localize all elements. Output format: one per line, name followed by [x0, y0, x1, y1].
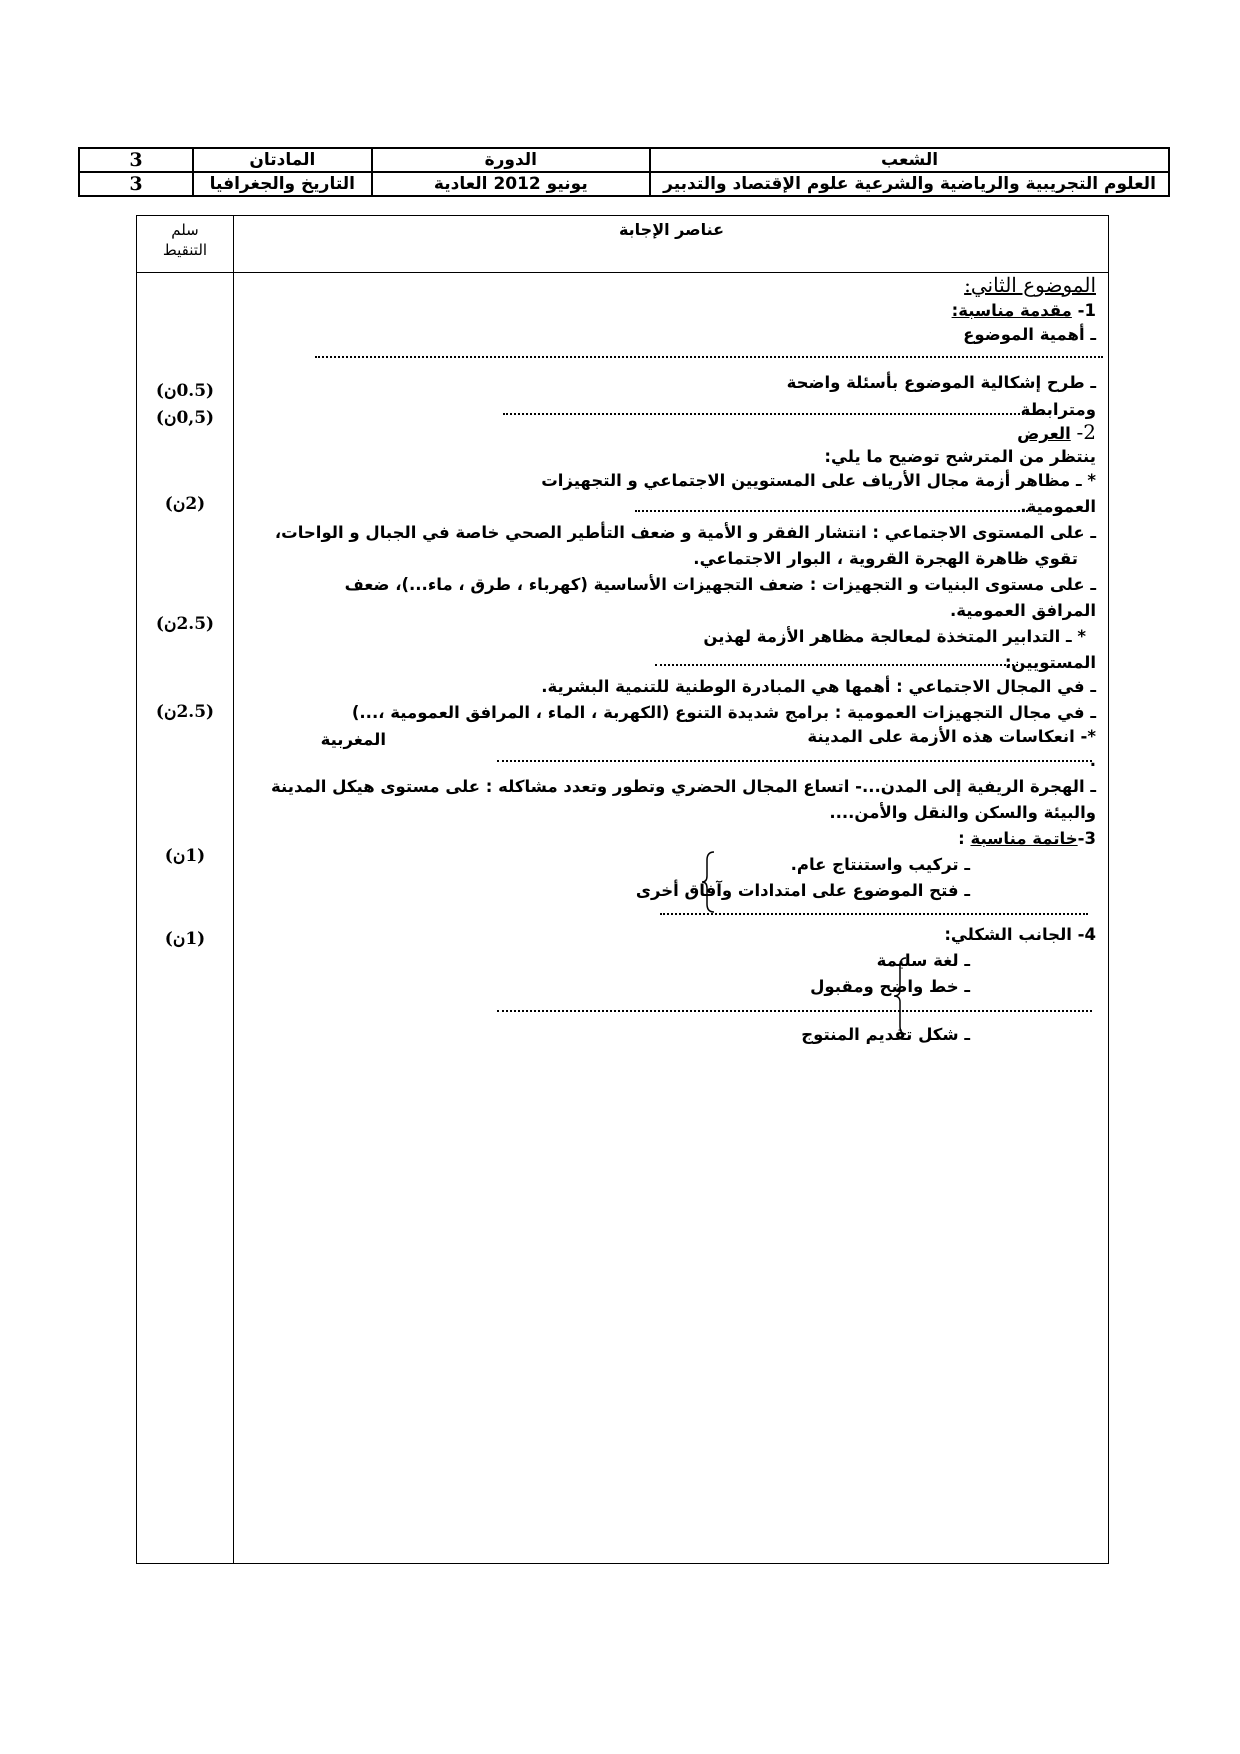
- header-session-label: الدورة: [372, 148, 651, 172]
- score-conclusion: (1ن): [164, 929, 206, 949]
- score-body-2: (2.5ن): [155, 614, 215, 634]
- header-session-value: يونيو 2012 العادية: [372, 172, 651, 196]
- body-item-6: ـ في مجال التجهيزات العمومية : برامج شديدة التنوع (الكهربة ، الماء ، المرافق العمومية ،...): [351, 703, 1096, 722]
- dotted-line: [497, 1010, 1092, 1012]
- dotted-line: [660, 913, 1088, 915]
- answer-elements-heading: عناصر الإجابة: [618, 220, 725, 239]
- dotted-line: [497, 760, 1092, 762]
- body-item-5: ـ في المجال الاجتماعي : أهمها هي المبادرة الوطنية للتنمية البشرية.: [541, 677, 1096, 696]
- dotted-line: [315, 356, 1103, 358]
- scale-heading: [137, 220, 233, 260]
- intro-title: مقدمة مناسبة:: [951, 301, 1072, 320]
- body-item-4-cont: المستويين:: [1004, 653, 1096, 672]
- body-title: العرض: [1017, 424, 1071, 443]
- score-intro-1: (0.5ن): [155, 381, 215, 401]
- header-subjects-label: المادتان: [193, 148, 371, 172]
- answer-content: [235, 274, 1108, 1563]
- header-branches-value: العلوم التجريبية والرياضية والشرعية علوم الإقتصاد والتدبير: [650, 172, 1169, 196]
- body-item-8-cont: والبيئة والسكن والنقل والأمن....: [829, 803, 1096, 822]
- conclusion-item-2: ـ فتح الموضوع على امتدادات وآفاق أخرى: [635, 881, 970, 900]
- score-intro-2: (0,5ن): [155, 408, 215, 428]
- body-item-7: *- انعكاسات هذه الأزمة على المدينة: [807, 727, 1096, 746]
- body-item-8: ـ الهجرة الريفية إلى المدن...- اتساع المجال الحضري وتطور وتعدد مشاكله : على مستوى هيكل المدينة: [271, 777, 1096, 796]
- body-item-2: ـ على المستوى الاجتماعي : انتشار الفقر و الأمية و ضعف التأطير الصحي خاصة في الجبال و الواحات،: [274, 523, 1096, 542]
- body-expectation: ينتظر من المترشح توضيح ما يلي:: [824, 447, 1096, 466]
- header-values-row: [79, 172, 1169, 196]
- header-labels-row: [79, 148, 1169, 172]
- header-subjects-value: التاريخ والجغرافيا: [193, 172, 371, 196]
- body-item-1: * ـ مظاهر أزمة مجال الأرياف على المستويين الاجتماعي و التجهيزات: [541, 471, 1096, 490]
- column-divider: [233, 216, 234, 1563]
- intro-number: 1-: [1077, 301, 1096, 320]
- score-body-4: (1ن): [164, 846, 206, 866]
- conclusion-brace: [700, 850, 716, 914]
- intro-item-1: ـ أهمية الموضوع: [963, 325, 1096, 344]
- body-item-7-dot: .: [1089, 751, 1096, 770]
- conclusion-heading: [958, 828, 1096, 850]
- intro-heading: [952, 300, 1096, 322]
- scale-heading-line2: التنقيط: [162, 241, 208, 259]
- header-page-label: 3: [79, 148, 193, 172]
- conclusion-title: خاتمة مناسبة: [970, 829, 1078, 848]
- intro-item-2: ـ طرح إشكالية الموضوع بأسئلة واضحة: [786, 373, 1096, 392]
- form-item-2: ـ خط واضح ومقبول: [810, 977, 970, 996]
- body-item-3: ـ على مستوى البنيات و التجهيزات : ضعف التجهيزات الأساسية (كهرباء ، طرق ، ماء...)، ضعف: [344, 575, 1096, 594]
- dotted-line: [503, 413, 1048, 415]
- form-heading: 4- الجانب الشكلي:: [944, 925, 1096, 944]
- body-item-7-cont: المغربية: [320, 730, 386, 749]
- form-item-1: ـ لغة سليمة: [876, 951, 970, 970]
- topic-title: الموضوع الثاني:: [964, 273, 1096, 297]
- score-body-1: (2ن): [164, 494, 206, 514]
- body-heading: [1017, 421, 1096, 445]
- score-body-3: (2.5ن): [155, 702, 215, 722]
- header-branches-label: الشعب: [650, 148, 1169, 172]
- dotted-line: [635, 510, 1028, 512]
- intro-item-2-cont: ومترابطة: [1020, 400, 1096, 419]
- body-number: 2-: [1076, 420, 1096, 444]
- body-item-3-cont: المرافق العمومية.: [949, 601, 1096, 620]
- header-table: [78, 147, 1170, 197]
- conclusion-item-1: ـ تركيب واستنتاج عام.: [790, 855, 970, 874]
- conclusion-colon: :: [958, 829, 971, 848]
- body-item-2-cont: تقوي ظاهرة الهجرة القروية ، البوار الاجتماعي.: [693, 549, 1078, 568]
- scale-heading-line1: سلم: [171, 221, 199, 239]
- answer-table: [136, 215, 1109, 1564]
- body-item-4: * ـ التدابير المتخذة لمعالجة مظاهر الأزمة لهذين: [703, 627, 1086, 646]
- header-divider: [137, 272, 1108, 273]
- header-page-value: 3: [79, 172, 193, 196]
- conclusion-number: 3-: [1077, 829, 1096, 848]
- body-item-1-cont: العمومية.: [1020, 497, 1096, 516]
- form-item-3: ـ شكل تقديم المنتوج: [801, 1025, 970, 1044]
- dotted-line: [655, 664, 1018, 666]
